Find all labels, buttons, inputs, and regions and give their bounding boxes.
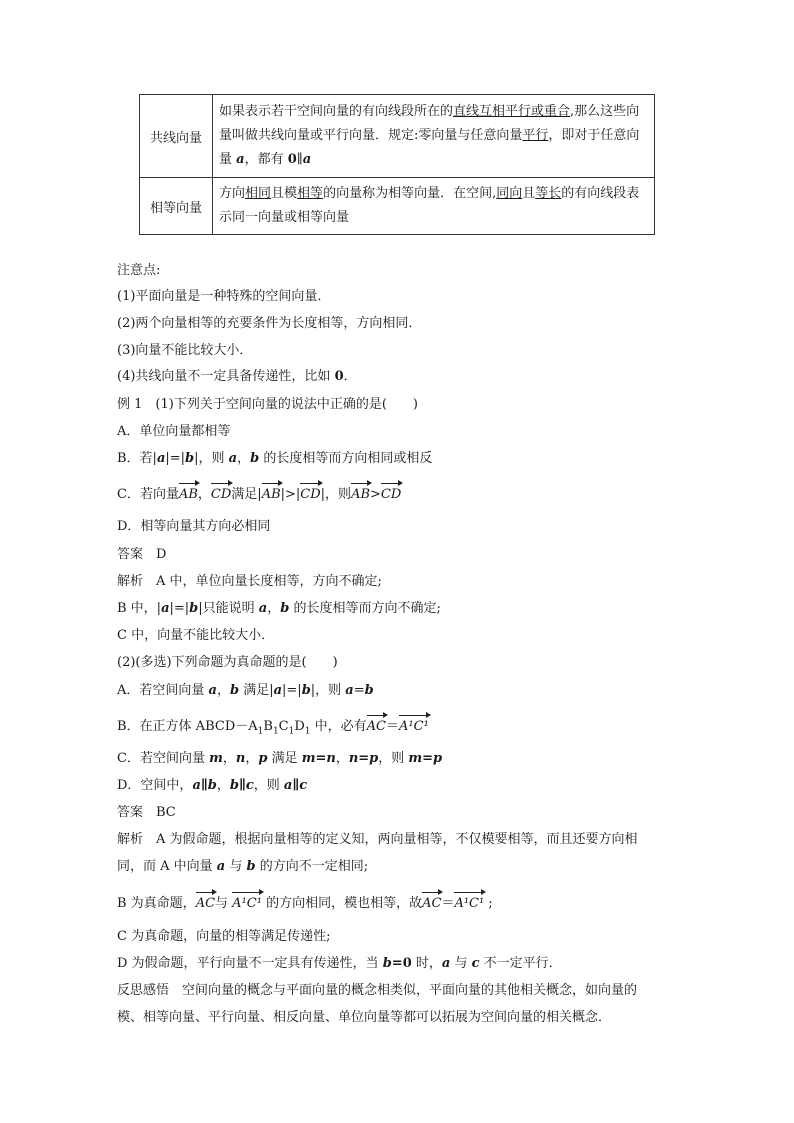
example-title: 例 1 (1)下列关于空间向量的说法中正确的是( )	[117, 397, 418, 412]
definition-cell: 方向相同且模相等的向量称为相等向量．在空间,同向且等长的有向线段表示同一向量或相等向量	[213, 178, 655, 235]
term-cell: 共线向量	[140, 95, 213, 178]
table-row	[140, 178, 655, 235]
option-a: A．若空间向量 a，b 满足|a|=|b|，则 a=b	[117, 683, 374, 698]
reflection-line: 反思感悟 空间向量的概念与平面向量的概念相类似，平面向量的其他相关概念，如向量的	[117, 983, 638, 998]
definition-table	[139, 94, 655, 235]
definition-cell: 如果表示若干空间向量的有向线段所在的直线互相平行或重合,那么这些向量叫做共线向量或平行向量．规定:零向量与任意向量平行，即对于任意向量 a，都有 0∥a	[213, 95, 655, 178]
note-item: (4)共线向量不一定具备传递性，比如 0．	[117, 369, 357, 384]
notes-heading: 注意点:	[117, 263, 161, 278]
option-a: A．单位向量都相等	[117, 424, 231, 439]
table-row	[140, 95, 655, 178]
option-d: D．空间中，a∥b，b∥c，则 a∥c	[117, 778, 308, 793]
term-cell: 相等向量	[140, 178, 213, 235]
analysis-line: B 为真命题，AC与 A¹C¹ 的方向相同，模也相等，故AC＝A¹C¹ ;	[117, 891, 493, 913]
note-item: (1)平面向量是一种特殊的空间向量．	[117, 289, 331, 304]
analysis-line: C 为真命题，向量的相等满足传递性;	[117, 929, 331, 944]
answer: 答案 BC	[117, 805, 176, 820]
option-b: B．若|a|=|b|，则 a，b 的长度相等而方向相同或相反	[117, 451, 433, 466]
analysis-line: 同，而 A 中向量 a 与 b 的方向不一定相同;	[117, 859, 369, 874]
option-d: D．相等向量其方向必相同	[117, 519, 271, 534]
analysis-line: D 为假命题，平行向量不一定具有传递性，当 b=0 时，a 与 c 不一定平行．	[117, 956, 562, 971]
option-b: B．在正方体 $ABCD-A_1B_1C_1D_1$ 中，必有AC＝A¹C¹	[117, 714, 429, 741]
note-item: (2)两个向量相等的充要条件为长度相等，方向相同．	[117, 316, 422, 331]
answer: 答案 D	[117, 547, 167, 562]
reflection-line: 模、相等向量、平行向量、相反向量、单位向量等都可以拓展为空间向量的相关概念．	[117, 1010, 612, 1025]
example-title: (2)(多选)下列命题为真命题的是( )	[117, 655, 338, 670]
analysis-line: 解析 A 中，单位向量长度相等，方向不确定;	[117, 574, 382, 589]
analysis-line: B 中，|a|=|b|只能说明 a，b 的长度相等而方向不确定;	[117, 601, 441, 616]
analysis-line: C 中，向量不能比较大小．	[117, 628, 275, 643]
option-c: C．若向量AB，CD满足|AB|>|CD|，则AB>CD	[117, 482, 401, 504]
option-c: C．若空间向量 m，n，p 满足 m=n，n=p，则 m=p	[117, 751, 443, 766]
analysis-line: 解析 A 为假命题，根据向量相等的定义知，两向量相等，不仅模要相等，而且还要方向相	[117, 832, 638, 847]
note-item: (3)向量不能比较大小．	[117, 343, 253, 358]
